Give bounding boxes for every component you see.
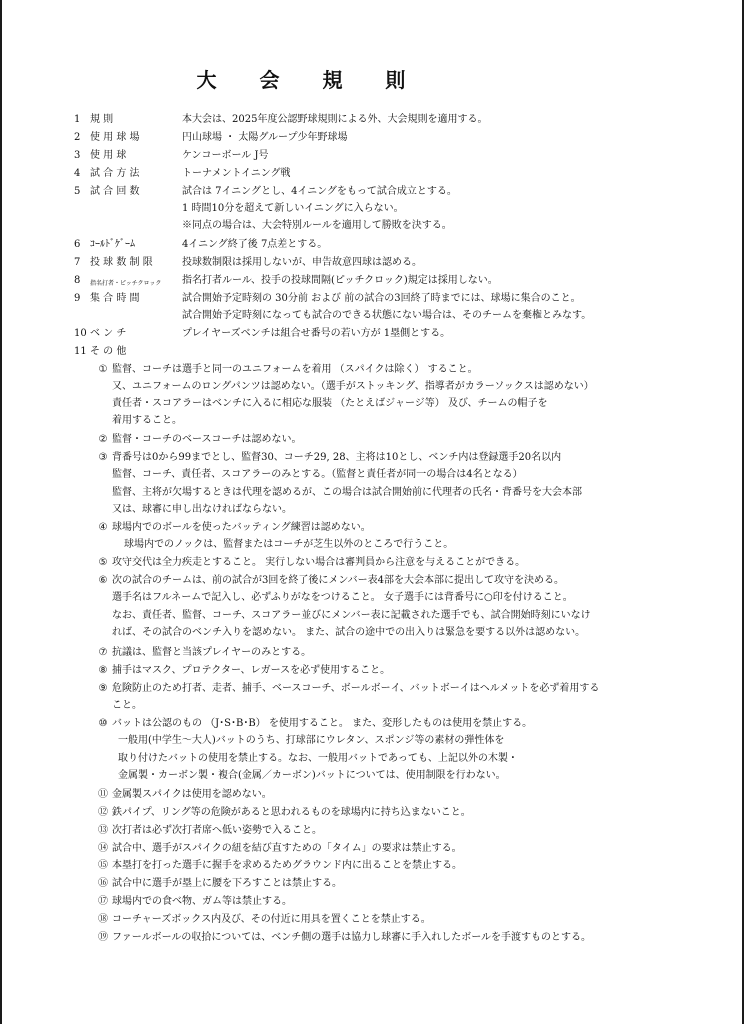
sub-item-text: 選手名はフルネームで記入し、必ずふりがなをつけること。 女子選手には背番号に○印を付けること。 [112,592,573,603]
sub-item-mark: ⑩ [98,718,108,729]
rule-number: 5 [74,186,81,197]
sub-item-text: ファールボールの収拾については、ベンチ側の選手は協力し球審に手入れしたボールを手渡すものとする。 [112,932,591,943]
sub-item-text: 抗議は、監督と当該プレイヤーのみとする。 [112,647,312,658]
sub-item-mark: ⑭ [98,843,108,854]
rule-label: 投 球 数 制 限 [90,257,153,268]
rule-text: 投球数制限は採用しないが、申告故意四球は認める。 [182,257,422,268]
rule-number: 10 [74,328,87,339]
rule-number: 2 [74,132,81,143]
rule-text: プレイヤーズベンチは組合せ番号の若い方が 1塁側とする。 [182,328,451,339]
sub-item-text: 球場内でのノックは、監督またはコーチが芝生以外のところで行うこと。 [124,539,454,550]
rule-label: 集 合 時 間 [90,293,140,304]
sub-item-text: 本塁打を打った選手に握手を求めるためグラウンド内に出ることを禁止する。 [112,860,462,871]
sub-item-mark: ⑨ [98,683,108,694]
rule-number: 7 [74,257,81,268]
rule-number: 8 [74,275,81,286]
sub-item-text: 球場内での食べ物、ガム等は禁止する。 [112,896,292,907]
sub-item-text: 捕手はマスク、プロテクター、レガースを必ず使用すること。 [112,665,391,676]
sub-item-mark: ② [98,434,108,445]
rule-label: 使 用 球 [90,150,127,161]
sub-item-mark: ⑫ [98,807,108,818]
sub-item-text: 監督・コーチのベースコーチは認めない。 [112,434,302,445]
rule-label: 試 合 回 数 [90,186,140,197]
sub-item-text: 金属製スパイクは使用を認めない。 [112,789,272,800]
sub-item-mark: ⑰ [98,896,108,907]
sub-item-text: 球場内でのボールを使ったバッティング練習は認めない。 [112,522,371,533]
rule-text: 円山球場 ・ 太陽グループ少年野球場 [182,132,348,143]
sub-item-text: なお、責任者、監督、コーチ、スコアラー並びにメンバー表に記載された選手でも、試合開始時刻にいなけ [112,610,591,621]
sub-item-text: 次打者は必ず次打者席へ低い姿勢で入ること。 [112,825,322,836]
rule-label: ｺｰﾙﾄﾞｹﾞｰﾑ [90,239,135,250]
rule-number: 6 [74,239,81,250]
rule-label: 試 合 方 法 [90,168,140,179]
rule-label: 規 則 [90,114,114,125]
page-title: 大 会 規 則 [196,68,424,92]
sub-item-mark: ⑧ [98,665,108,676]
sub-item-mark: ⑮ [98,860,108,871]
sub-item-mark: ③ [98,452,108,463]
sub-item-mark: ⑬ [98,825,108,836]
rule-label: 使 用 球 場 [90,132,140,143]
rule-text: 4イニング終了後 7点差とする。 [182,239,328,250]
sub-item-text: 一般用(中学生～大人)バットのうち、打球部にウレタン、スポンジ等の素材の弾性体を [118,735,505,746]
sub-item-text: 攻守交代は全力疾走とすること。 実行しない場合は審判員から注意を与えることができる。 [112,557,526,568]
sub-item-mark: ⑲ [98,932,108,943]
rule-text: 1 時間10分を超えて新しいイニングに入らない。 [182,203,404,214]
sub-item-text: 次の試合のチームは、前の試合が3回を終了後にメンバー表4部を大会本部に提出して攻守を決める。 [112,575,565,586]
sub-item-mark: ⑦ [98,647,108,658]
rule-text: ※同点の場合は、大会特別ルールを適用して勝敗を決する。 [182,220,452,231]
rule-number: 9 [74,293,81,304]
rule-label: ベ ン チ [90,328,127,339]
sub-item-text: 監督、コーチ、責任者、スコアラーのみとする。（監督と責任者が同一の場合は4名となる） [112,469,523,480]
sub-item-text: 金属製・カーボン製・複合(金属／カーボン)バットについては、使用制限を行わない。 [118,770,506,781]
rule-text: ケンコーボール J号 [182,150,269,161]
sub-item-text: 鉄パイプ、リング等の危険があると思われるものを球場内に持ち込まないこと。 [112,807,471,818]
sub-item-text: 監督、主将が欠場するときは代理を認めるが、この場合は試合開始前に代理者の氏名・背番号を大会本部 [112,487,582,498]
rule-text: 指名打者ルール、投手の投球間隔(ピッチクロック)規定は採用しない。 [182,275,498,286]
sub-item-text: こと。 [112,700,142,711]
sub-item-text: コーチャーズボックス内及び、その付近に用具を置くことを禁止する。 [112,914,431,925]
sub-item-mark: ④ [98,522,108,533]
sub-item-mark: ⑪ [98,789,108,800]
sub-item-text: 試合中、選手がスパイクの紐を結び直すための「タイム」の要求は禁止する。 [112,843,462,854]
sub-item-mark: ① [98,364,108,375]
sub-item-text: 危険防止のため打者、走者、捕手、ベースコーチ、ボールボーイ、バットボーイはヘルメットを必ず着用する [112,683,600,694]
rule-number: 11 [74,346,87,357]
sub-item-mark: ⑱ [98,914,108,925]
sub-item-mark: ⑥ [98,575,108,586]
sub-item-text: 又、ユニフォームのロングパンツは認めない。（選手がストッキング、指導者がカラーソックスは認めない） [112,381,594,392]
sub-item-mark: ⑤ [98,557,108,568]
sub-item-text: れば、その試合のベンチ入りを認めない。 また、試合の途中での出入りは緊急を要する以外は認めない。 [112,627,586,638]
sub-item-text: 背番号は0から99までとし、監督30、コーチ29, 28、主将は10とし、ベンチ内は登録選手20名以内 [112,452,562,463]
sub-item-text: 責任者・スコアラーはベンチに入るに相応な服装 （たとえばジャージ等） 及び、チームの帽子を [112,398,548,409]
rule-label: そ の 他 [90,346,127,357]
sub-item-text: 又は、球審に申し出なければならない。 [112,504,292,515]
rule-number: 4 [74,168,81,179]
sub-item-mark: ⑯ [98,878,108,889]
rule-text: 試合開始予定時刻の 30分前 および 前の試合の3回終了時までには、球場に集合のこと。 [182,293,581,304]
sub-item-text: 試合中に選手が塁上に腰を下ろすことは禁止する。 [112,878,342,889]
rule-text: トーナメントイニング戦 [182,168,291,179]
sub-item-text: 着用すること。 [112,415,182,426]
rule-number: 1 [74,114,81,125]
rule-text: 本大会は、2025年度公認野球規則による外、大会規則を適用する。 [182,114,488,125]
sub-item-text: 取り付けたバットの使用を禁止する。なお、一般用バットであっても、上記以外の木製・ [118,753,518,764]
rule-text: 試合は 7イニングとし、4イニングをもって試合成立とする。 [182,186,457,197]
sub-item-text: 監督、コーチは選手と同一のユニフォームを着用 （スパイクは除く） すること。 [112,364,478,375]
rule-label: 指名打者・ピッチクロック [90,280,162,287]
rule-text: 試合開始予定時刻になっても試合のできる状態にない場合は、そのチームを棄権とみなす。 [182,310,592,321]
sub-item-text: バットは公認のもの （J･S･B･B） を使用すること。 また、変形したものは使用を禁止する。 [112,718,533,729]
rule-number: 3 [74,150,81,161]
page-border-left [0,0,2,1024]
